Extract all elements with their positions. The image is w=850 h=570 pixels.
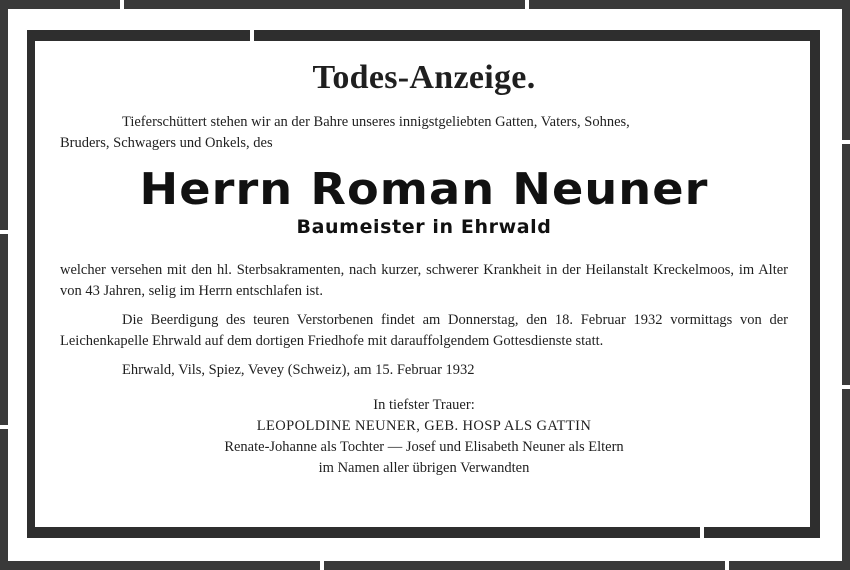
mourner-family: Renate-Johanne als Tochter — Josef und Elisabeth Neuner als Eltern: [224, 439, 624, 455]
death-paragraph: welcher versehen mit den hl. Sterbsakramenten, nach kurzer, schwerer Krankheit in der Heilanstalt Kreckelmoos, im Alter von 43 Jahren, selig im Herrn entschlafen ist.: [60, 262, 788, 299]
mourner-relatives: im Namen aller übrigen Verwandten: [318, 460, 530, 476]
notice-title: Todes-Anzeige.: [312, 59, 536, 96]
intro-line-2: Bruders, Schwagers und Onkels, des: [60, 135, 273, 151]
intro-line-1: Tieferschüttert stehen wir an der Bahre unseres innigstgeliebten Gatten, Vaters, Sohnes,: [122, 114, 630, 130]
border-gap: [525, 0, 529, 9]
border-gap: [700, 527, 704, 538]
notice-content: [60, 58, 788, 479]
border-gap: [725, 561, 729, 570]
place-date: Ehrwald, Vils, Spiez, Vevey (Schweiz), am 15. Februar 1932: [122, 362, 475, 378]
border-gap: [0, 230, 8, 234]
border-gap: [120, 0, 124, 9]
mourner-spouse: LEOPOLDINE NEUNER, GEB. HOSP ALS GATTIN: [256, 418, 592, 434]
border-gap: [842, 140, 850, 144]
border-gap: [0, 425, 8, 429]
deceased-profession: Baumeister in Ehrwald: [296, 216, 552, 238]
mourning-heading: In tiefster Trauer:: [373, 397, 475, 413]
intro-text: [60, 112, 788, 154]
border-gap: [842, 385, 850, 389]
funeral-paragraph: Die Beerdigung des teuren Verstorbenen findet am Donnerstag, den 18. Februar 1932 vormittags von der Leichenkapelle Ehrwald auf dem dortigen Friedhofe mit darauffolgendem Gottesdienste statt.: [60, 312, 788, 349]
border-gap: [320, 561, 324, 570]
border-gap: [250, 30, 254, 41]
deceased-name: Herrn Roman Neuner: [139, 164, 709, 215]
mourners-block: [60, 395, 788, 479]
